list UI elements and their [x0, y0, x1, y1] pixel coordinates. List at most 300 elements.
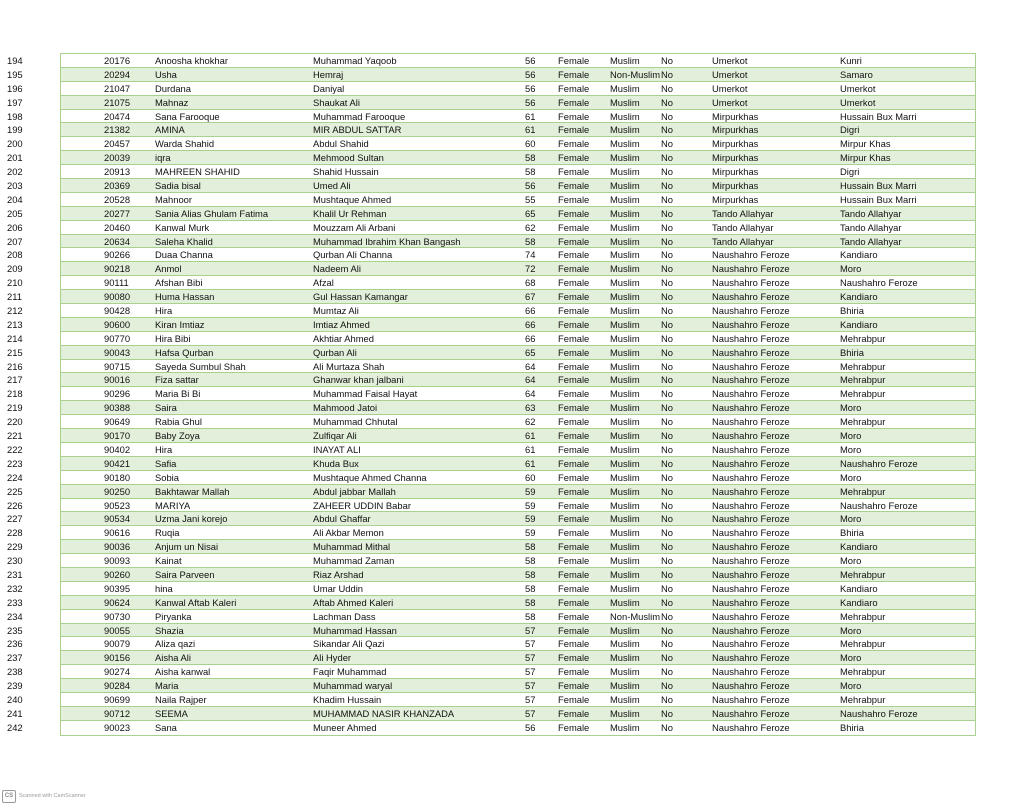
religion-cell: Muslim — [610, 638, 640, 650]
age-cell: 58 — [525, 166, 536, 178]
table-row — [7, 276, 975, 290]
serial-number-cell: 217 — [7, 374, 23, 386]
applicant-name-cell: Duaa Channa — [155, 249, 213, 261]
gender-cell: Female — [558, 568, 590, 580]
father-name-cell: Ali Murtaza Shah — [313, 360, 385, 372]
district-cell: Naushahro Feroze — [712, 305, 790, 317]
gender-cell: Female — [558, 513, 590, 525]
father-name-cell: Imtiaz Ahmed — [313, 318, 370, 330]
applicant-id-cell: 90266 — [104, 249, 131, 261]
applicant-name-cell: Aliza qazi — [155, 638, 196, 650]
serial-number-cell: 197 — [7, 96, 23, 108]
taluka-cell: Moro — [840, 402, 862, 414]
applicant-id-cell: 90093 — [104, 555, 131, 567]
father-name-cell: Muneer Ahmed — [313, 721, 377, 733]
applicant-id-cell: 90023 — [104, 721, 131, 733]
religion-cell: Muslim — [610, 680, 640, 692]
disability-cell: No — [661, 152, 673, 164]
age-cell: 57 — [525, 652, 536, 664]
disability-cell: No — [661, 541, 673, 553]
district-cell: Umerkot — [712, 82, 748, 94]
gender-cell: Female — [558, 110, 590, 122]
religion-cell: Muslim — [610, 277, 640, 289]
table-row — [7, 304, 975, 318]
disability-cell: No — [661, 555, 673, 567]
taluka-cell: Moro — [840, 555, 862, 567]
applicant-name-cell: Maria — [155, 680, 179, 692]
age-cell: 57 — [525, 693, 536, 705]
religion-cell: Muslim — [610, 305, 640, 317]
serial-number-cell: 219 — [7, 402, 23, 414]
taluka-cell: Bhiria — [840, 305, 864, 317]
district-cell: Mirpurkhas — [712, 138, 759, 150]
disability-cell: No — [661, 430, 673, 442]
table-row — [7, 165, 975, 179]
table-row — [7, 415, 975, 429]
father-name-cell: Muhammad Yaqoob — [313, 55, 397, 66]
serial-number-cell: 239 — [7, 680, 23, 692]
gender-cell: Female — [558, 82, 590, 94]
age-cell: 65 — [525, 207, 536, 219]
applicant-id-cell: 90260 — [104, 568, 131, 580]
father-name-cell: Gul Hassan Kamangar — [313, 291, 408, 303]
district-cell: Naushahro Feroze — [712, 249, 790, 261]
applicant-name-cell: Warda Shahid — [155, 138, 215, 150]
disability-cell: No — [661, 721, 673, 733]
disability-cell: No — [661, 305, 673, 317]
district-cell: Naushahro Feroze — [712, 513, 790, 525]
table-row — [7, 554, 975, 568]
applicant-name-cell: Bakhtawar Mallah — [155, 485, 230, 497]
religion-cell: Muslim — [610, 457, 640, 469]
serial-number-cell: 233 — [7, 596, 23, 608]
taluka-cell: Moro — [840, 430, 862, 442]
serial-number-cell: 236 — [7, 638, 23, 650]
disability-cell: No — [661, 263, 673, 275]
gender-cell: Female — [558, 249, 590, 261]
disability-cell: No — [661, 360, 673, 372]
table-row — [7, 82, 975, 96]
taluka-cell: Moro — [840, 652, 862, 664]
applicant-name-cell: Baby Zoya — [155, 430, 200, 442]
gender-cell: Female — [558, 388, 590, 400]
taluka-cell: Mirpur Khas — [840, 152, 891, 164]
gender-cell: Female — [558, 416, 590, 428]
taluka-cell: Umerkot — [840, 96, 876, 108]
table-row — [7, 123, 975, 137]
applicant-id-cell: 90600 — [104, 318, 131, 330]
district-cell: Naushahro Feroze — [712, 291, 790, 303]
taluka-cell: Kandiaro — [840, 291, 878, 303]
applicant-id-cell: 90218 — [104, 263, 131, 275]
religion-cell: Muslim — [610, 82, 640, 94]
religion-cell: Muslim — [610, 721, 640, 733]
father-name-cell: Muhammad Hassan — [313, 624, 397, 636]
father-name-cell: Daniyal — [313, 82, 345, 94]
religion-cell: Muslim — [610, 374, 640, 386]
applicant-id-cell: 90016 — [104, 374, 131, 386]
table-row — [7, 443, 975, 457]
taluka-cell: Kandiaro — [840, 249, 878, 261]
religion-cell: Muslim — [610, 263, 640, 275]
applicant-name-cell: AMINA — [155, 124, 185, 136]
religion-cell: Muslim — [610, 443, 640, 455]
taluka-cell: Mehrabpur — [840, 610, 886, 622]
applicant-name-cell: Sayeda Sumbul Shah — [155, 360, 246, 372]
age-cell: 66 — [525, 305, 536, 317]
table-row — [7, 262, 975, 276]
religion-cell: Muslim — [610, 485, 640, 497]
district-cell: Naushahro Feroze — [712, 318, 790, 330]
applicant-name-cell: Uzma Jani korejo — [155, 513, 228, 525]
religion-cell: Muslim — [610, 152, 640, 164]
father-name-cell: Mahmood Jatoi — [313, 402, 378, 414]
taluka-cell: Bhiria — [840, 346, 864, 358]
father-name-cell: Mumtaz Ali — [313, 305, 359, 317]
applicant-id-cell: 20039 — [104, 152, 131, 164]
serial-number-cell: 232 — [7, 582, 23, 594]
serial-number-cell: 216 — [7, 360, 23, 372]
applicant-id-cell: 20474 — [104, 110, 131, 122]
taluka-cell: Naushahro Feroze — [840, 457, 918, 469]
age-cell: 56 — [525, 96, 536, 108]
table-row — [7, 179, 975, 193]
table-row — [7, 596, 975, 610]
applicant-name-cell: Sana — [155, 721, 177, 733]
table-row — [7, 526, 975, 540]
father-name-cell: Muhammad Zaman — [313, 555, 395, 567]
serial-number-cell: 214 — [7, 332, 23, 344]
disability-cell: No — [661, 207, 673, 219]
serial-number-cell: 238 — [7, 666, 23, 678]
district-cell: Mirpurkhas — [712, 152, 759, 164]
father-name-cell: Mehmood Sultan — [313, 152, 384, 164]
disability-cell: No — [661, 513, 673, 525]
applicant-id-cell: 20913 — [104, 166, 131, 178]
district-cell: Naushahro Feroze — [712, 402, 790, 414]
applicant-name-cell: Sadia bisal — [155, 180, 201, 192]
applicant-id-cell: 90036 — [104, 541, 131, 553]
applicant-name-cell: Ruqia — [155, 527, 180, 539]
applicant-name-cell: hina — [155, 582, 173, 594]
table-row — [7, 568, 975, 582]
serial-number-cell: 223 — [7, 457, 23, 469]
gender-cell: Female — [558, 527, 590, 539]
gender-cell: Female — [558, 457, 590, 469]
age-cell: 63 — [525, 402, 536, 414]
religion-cell: Muslim — [610, 249, 640, 261]
table-row — [7, 137, 975, 151]
applicant-id-cell: 90180 — [104, 471, 131, 483]
age-cell: 61 — [525, 124, 536, 136]
age-cell: 64 — [525, 388, 536, 400]
taluka-cell: Mehrabpur — [840, 666, 886, 678]
serial-number-cell: 204 — [7, 193, 23, 205]
disability-cell: No — [661, 388, 673, 400]
father-name-cell: Muhammad Faisal Hayat — [313, 388, 418, 400]
age-cell: 57 — [525, 707, 536, 719]
age-cell: 56 — [525, 180, 536, 192]
age-cell: 58 — [525, 596, 536, 608]
applicant-id-cell: 20457 — [104, 138, 131, 150]
religion-cell: Muslim — [610, 166, 640, 178]
table-row — [7, 679, 975, 693]
religion-cell: Muslim — [610, 332, 640, 344]
applicant-name-cell: Kainat — [155, 555, 182, 567]
camscanner-logo-icon: CS — [2, 790, 16, 803]
gender-cell: Female — [558, 152, 590, 164]
religion-cell: Muslim — [610, 138, 640, 150]
serial-number-cell: 215 — [7, 346, 23, 358]
applicant-name-cell: Shazia — [155, 624, 184, 636]
father-name-cell: Abdul jabbar Mallah — [313, 485, 396, 497]
applicant-name-cell: Hafsa Qurban — [155, 346, 214, 358]
father-name-cell: Aftab Ahmed Kaleri — [313, 596, 394, 608]
religion-cell: Muslim — [610, 235, 640, 247]
disability-cell: No — [661, 457, 673, 469]
age-cell: 60 — [525, 138, 536, 150]
age-cell: 59 — [525, 485, 536, 497]
table-row — [7, 637, 975, 651]
disability-cell: No — [661, 124, 673, 136]
applicant-id-cell: 90296 — [104, 388, 131, 400]
applicant-id-cell: 90402 — [104, 443, 131, 455]
district-cell: Naushahro Feroze — [712, 416, 790, 428]
disability-cell: No — [661, 110, 673, 122]
applicant-id-cell: 90523 — [104, 499, 131, 511]
taluka-cell: Tando Allahyar — [840, 207, 902, 219]
gender-cell: Female — [558, 346, 590, 358]
father-name-cell: Khuda Bux — [313, 457, 359, 469]
applicant-id-cell: 90616 — [104, 527, 131, 539]
taluka-cell: Mehrabpur — [840, 332, 886, 344]
applicant-name-cell: MAHREEN SHAHID — [155, 166, 240, 178]
district-cell: Naushahro Feroze — [712, 666, 790, 678]
age-cell: 64 — [525, 360, 536, 372]
district-cell: Tando Allahyar — [712, 235, 774, 247]
religion-cell: Muslim — [610, 346, 640, 358]
applicant-name-cell: Saira Parveen — [155, 568, 215, 580]
father-name-cell: Shaukat Ali — [313, 96, 360, 108]
applicant-id-cell: 90715 — [104, 360, 131, 372]
disability-cell: No — [661, 666, 673, 678]
applicant-name-cell: Fiza sattar — [155, 374, 199, 386]
taluka-cell: Digri — [840, 124, 860, 136]
disability-cell: No — [661, 318, 673, 330]
gender-cell: Female — [558, 263, 590, 275]
district-cell: Naushahro Feroze — [712, 638, 790, 650]
taluka-cell: Moro — [840, 443, 862, 455]
table-row — [7, 373, 975, 387]
gender-cell: Female — [558, 541, 590, 553]
table-row — [7, 512, 975, 526]
applicant-id-cell: 90156 — [104, 652, 131, 664]
age-cell: 58 — [525, 541, 536, 553]
table-row — [7, 193, 975, 207]
applicant-name-cell: Hira Bibi — [155, 332, 191, 344]
district-cell: Naushahro Feroze — [712, 443, 790, 455]
age-cell: 66 — [525, 332, 536, 344]
table-row — [7, 96, 975, 110]
table-row — [7, 693, 975, 707]
gender-cell: Female — [558, 610, 590, 622]
father-name-cell: Khalil Ur Rehman — [313, 207, 387, 219]
religion-cell: Muslim — [610, 527, 640, 539]
applicant-id-cell: 90284 — [104, 680, 131, 692]
gender-cell: Female — [558, 638, 590, 650]
applicant-name-cell: Saleha Khalid — [155, 235, 213, 247]
applicant-id-cell: 20176 — [104, 55, 131, 66]
gender-cell: Female — [558, 721, 590, 733]
district-cell: Naushahro Feroze — [712, 721, 790, 733]
gender-cell: Female — [558, 180, 590, 192]
table-row — [7, 485, 975, 499]
father-name-cell: Umar Uddin — [313, 582, 364, 594]
gender-cell: Female — [558, 499, 590, 511]
disability-cell: No — [661, 527, 673, 539]
serial-number-cell: 241 — [7, 707, 23, 719]
applicant-id-cell: 90770 — [104, 332, 131, 344]
serial-number-cell: 237 — [7, 652, 23, 664]
applicant-name-cell: Piryanka — [155, 610, 192, 622]
table-row — [7, 248, 975, 262]
table-row — [7, 401, 975, 415]
district-cell: Naushahro Feroze — [712, 596, 790, 608]
age-cell: 64 — [525, 374, 536, 386]
father-name-cell: MUHAMMAD NASIR KHANZADA — [313, 707, 455, 719]
district-cell: Naushahro Feroze — [712, 582, 790, 594]
serial-number-cell: 229 — [7, 541, 23, 553]
applicant-name-cell: Kiran Imtiaz — [155, 318, 205, 330]
taluka-cell: Hussain Bux Marri — [840, 110, 917, 122]
applicant-name-cell: Maria Bi Bi — [155, 388, 201, 400]
father-name-cell: Abdul Shahid — [313, 138, 369, 150]
district-cell: Naushahro Feroze — [712, 680, 790, 692]
applicant-id-cell: 90250 — [104, 485, 131, 497]
serial-number-cell: 242 — [7, 721, 23, 733]
father-name-cell: Zulfiqar Ali — [313, 430, 357, 442]
applicant-name-cell: Afshan Bibi — [155, 277, 203, 289]
religion-cell: Muslim — [610, 96, 640, 108]
table-row — [7, 346, 975, 360]
taluka-cell: Kandiaro — [840, 582, 878, 594]
taluka-cell: Kunri — [840, 55, 862, 66]
disability-cell: No — [661, 610, 673, 622]
serial-number-cell: 213 — [7, 318, 23, 330]
gender-cell: Female — [558, 680, 590, 692]
taluka-cell: Naushahro Feroze — [840, 499, 918, 511]
serial-number-cell: 230 — [7, 555, 23, 567]
table-row — [7, 387, 975, 401]
taluka-cell: Mehrabpur — [840, 568, 886, 580]
applicant-name-cell: MARIYA — [155, 499, 191, 511]
gender-cell: Female — [558, 318, 590, 330]
disability-cell: No — [661, 55, 673, 66]
father-name-cell: Muhammad waryal — [313, 680, 393, 692]
father-name-cell: INAYAT ALI — [313, 443, 361, 455]
religion-cell: Muslim — [610, 55, 640, 66]
taluka-cell: Mehrabpur — [840, 360, 886, 372]
applicant-name-cell: Sobia — [155, 471, 179, 483]
religion-cell: Muslim — [610, 652, 640, 664]
district-cell: Umerkot — [712, 96, 748, 108]
father-name-cell: Mushtaque Ahmed Channa — [313, 471, 427, 483]
district-cell: Tando Allahyar — [712, 207, 774, 219]
gender-cell: Female — [558, 707, 590, 719]
serial-number-cell: 240 — [7, 693, 23, 705]
age-cell: 56 — [525, 721, 536, 733]
district-cell: Naushahro Feroze — [712, 430, 790, 442]
applicant-name-cell: SEEMA — [155, 707, 188, 719]
table-row — [7, 54, 975, 68]
applicant-name-cell: Sana Farooque — [155, 110, 220, 122]
age-cell: 57 — [525, 680, 536, 692]
religion-cell: Muslim — [610, 193, 640, 205]
religion-cell: Non-Muslim — [610, 68, 660, 80]
taluka-cell: Kandiaro — [840, 541, 878, 553]
gender-cell: Female — [558, 624, 590, 636]
district-cell: Naushahro Feroze — [712, 527, 790, 539]
applicant-name-cell: Aisha kanwal — [155, 666, 211, 678]
serial-number-cell: 228 — [7, 527, 23, 539]
age-cell: 58 — [525, 582, 536, 594]
gender-cell: Female — [558, 596, 590, 608]
gender-cell: Female — [558, 138, 590, 150]
age-cell: 57 — [525, 666, 536, 678]
gender-cell: Female — [558, 68, 590, 80]
age-cell: 59 — [525, 527, 536, 539]
religion-cell: Muslim — [610, 666, 640, 678]
applicant-id-cell: 90043 — [104, 346, 131, 358]
district-cell: Naushahro Feroze — [712, 541, 790, 553]
district-cell: Naushahro Feroze — [712, 485, 790, 497]
disability-cell: No — [661, 471, 673, 483]
age-cell: 56 — [525, 82, 536, 94]
religion-cell: Muslim — [610, 291, 640, 303]
disability-cell: No — [661, 374, 673, 386]
applicant-id-cell: 20369 — [104, 180, 131, 192]
disability-cell: No — [661, 652, 673, 664]
taluka-cell: Bhiria — [840, 527, 864, 539]
religion-cell: Muslim — [610, 180, 640, 192]
disability-cell: No — [661, 693, 673, 705]
father-name-cell: Ghanwar khan jalbani — [313, 374, 404, 386]
district-cell: Umerkot — [712, 68, 748, 80]
father-name-cell: Muhammad Chhutal — [313, 416, 398, 428]
religion-cell: Muslim — [610, 360, 640, 372]
applicant-name-cell: Kanwal Murk — [155, 221, 210, 233]
taluka-cell: Mehrabpur — [840, 416, 886, 428]
taluka-cell: Hussain Bux Marri — [840, 193, 917, 205]
serial-number-cell: 224 — [7, 471, 23, 483]
applicant-id-cell: 90428 — [104, 305, 131, 317]
applicant-name-cell: Naila Rajper — [155, 693, 207, 705]
table-row — [7, 68, 975, 82]
gender-cell: Female — [558, 55, 590, 66]
religion-cell: Muslim — [610, 555, 640, 567]
applicant-id-cell: 90699 — [104, 693, 131, 705]
district-cell: Naushahro Feroze — [712, 693, 790, 705]
applicant-id-cell: 21047 — [104, 82, 131, 94]
gender-cell: Female — [558, 207, 590, 219]
applicant-name-cell: Durdana — [155, 82, 191, 94]
district-cell: Naushahro Feroze — [712, 555, 790, 567]
district-cell: Naushahro Feroze — [712, 277, 790, 289]
disability-cell: No — [661, 96, 673, 108]
age-cell: 58 — [525, 235, 536, 247]
district-cell: Naushahro Feroze — [712, 360, 790, 372]
district-cell: Mirpurkhas — [712, 124, 759, 136]
